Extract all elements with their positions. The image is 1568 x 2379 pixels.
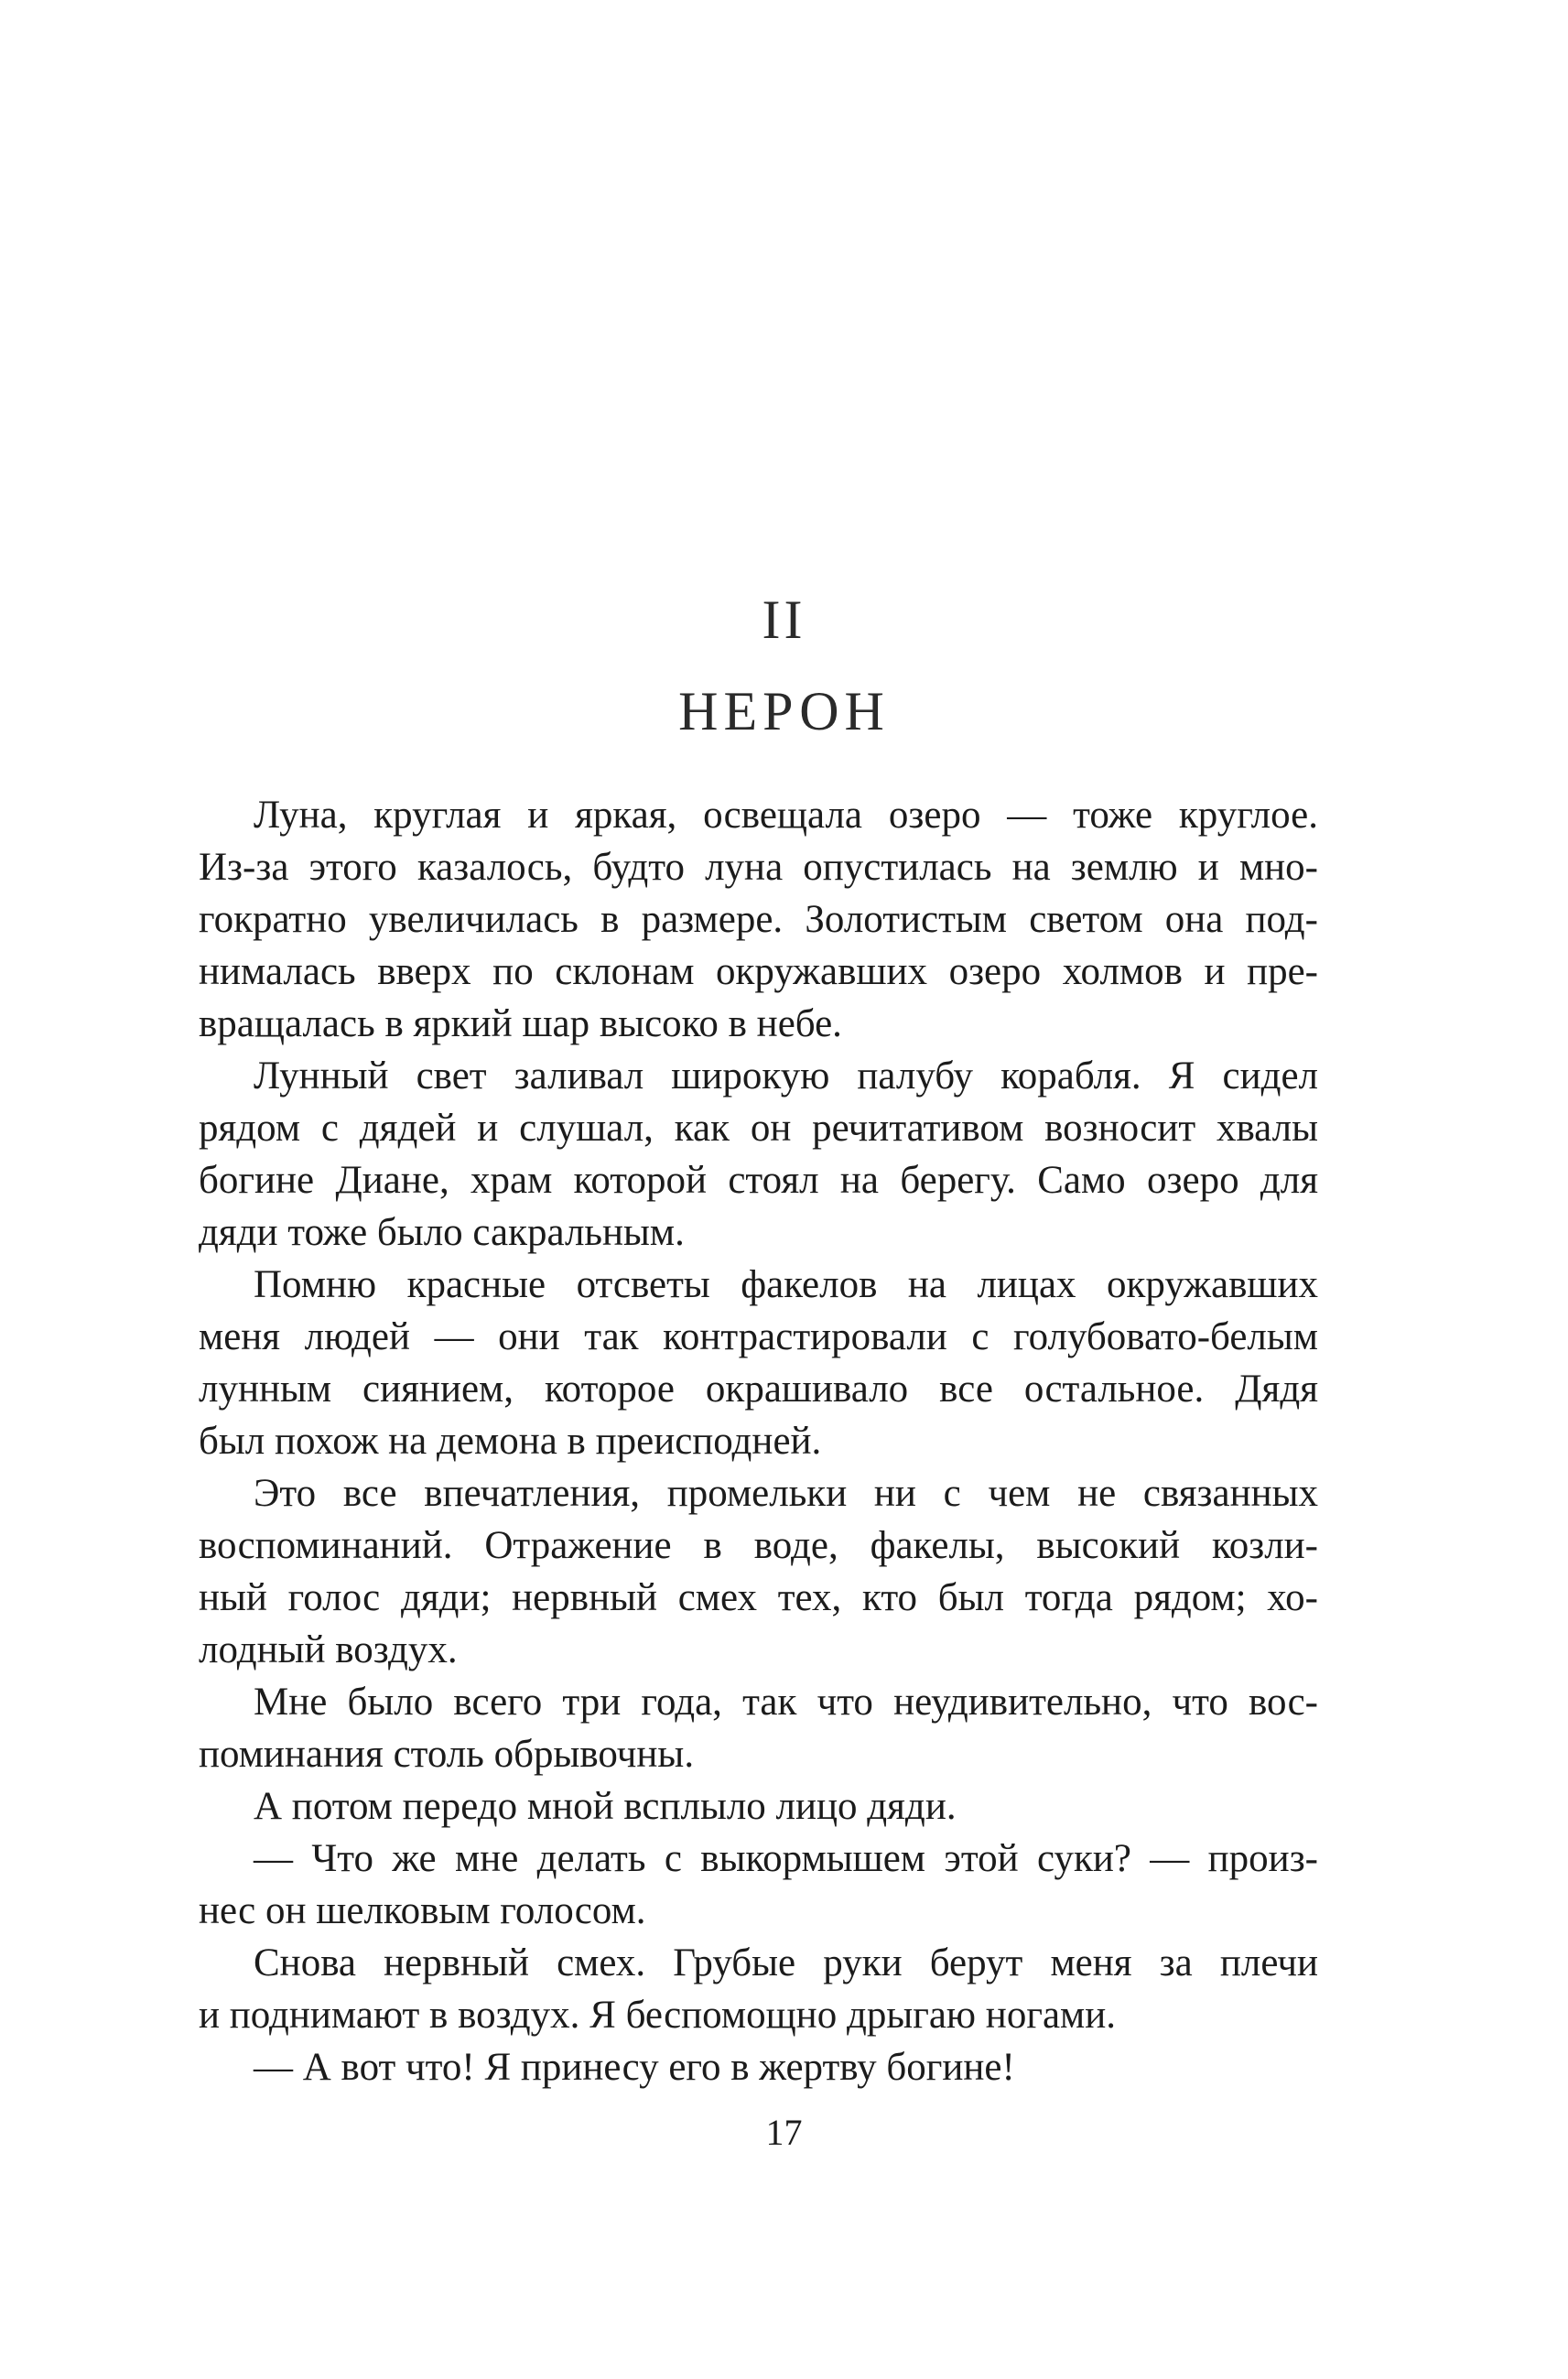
body-text [199,789,1318,2093]
text-line: Мне было всего три года, так что неудивительно, что вос- [254,1681,1318,1724]
text-line: лунным сиянием, которое окрашивало все остальное. Дядя [199,1368,1318,1411]
text-line: меня людей — они так контрастировали с голубовато-белым [199,1315,1318,1358]
text-line: и поднимают в воздух. Я беспомощно дрыгаю ногами. [199,1994,1117,2037]
text-line: гократно увеличилась в размере. Золотистым светом она под- [199,898,1318,941]
chapter-title: НЕРОН [678,681,890,741]
chapter-number: II [762,589,806,650]
text-line: воспоминаний. Отражение в воде, факелы, высокий козли- [199,1524,1318,1567]
text-line: поминания столь обрывочны. [199,1733,695,1776]
text-line: нималась вверх по склонам окружавших озеро холмов и пре- [199,950,1318,993]
text-line: дяди тоже было сакральным. [199,1211,685,1254]
text-line: нес он шелковым голосом. [199,1889,646,1932]
text-line: ный голос дяди; нервный смех тех, кто был тогда рядом; хо- [199,1576,1318,1619]
page-number: 17 [765,2112,803,2153]
text-line: Лунный свет заливал широкую палубу корабля. Я сидел [254,1054,1318,1098]
text-line: Это все впечатления, промельки ни с чем не связанных [254,1472,1318,1515]
text-line: богине Диане, храм которой стоял на берегу. Само озеро для [199,1159,1318,1202]
text-line: — Что же мне делать с выкормышем этой суки? — произ- [254,1837,1318,1880]
text-line: А потом передо мной всплыло лицо дяди. [254,1785,957,1828]
text-line: Луна, круглая и яркая, освещала озеро — тоже круглое. [254,794,1318,837]
text-line: — А вот что! Я принесу его в жертву богине! [254,2046,1015,2089]
text-line: Снова нервный смех. Грубые руки берут меня за плечи [254,1941,1318,1984]
text-line: Помню красные отсветы факелов на лицах окружавших [254,1263,1318,1306]
text-line: лодный воздух. [199,1628,458,1671]
text-line: вращалась в яркий шар высоко в небе. [199,1002,842,1045]
text-line: был похож на демона в преисподней. [199,1420,822,1463]
text-line: Из-за этого казалось, будто луна опустилась на землю и мно- [199,846,1318,889]
text-line: рядом с дядей и слушал, как он речитативом возносит хвалы [199,1107,1318,1150]
